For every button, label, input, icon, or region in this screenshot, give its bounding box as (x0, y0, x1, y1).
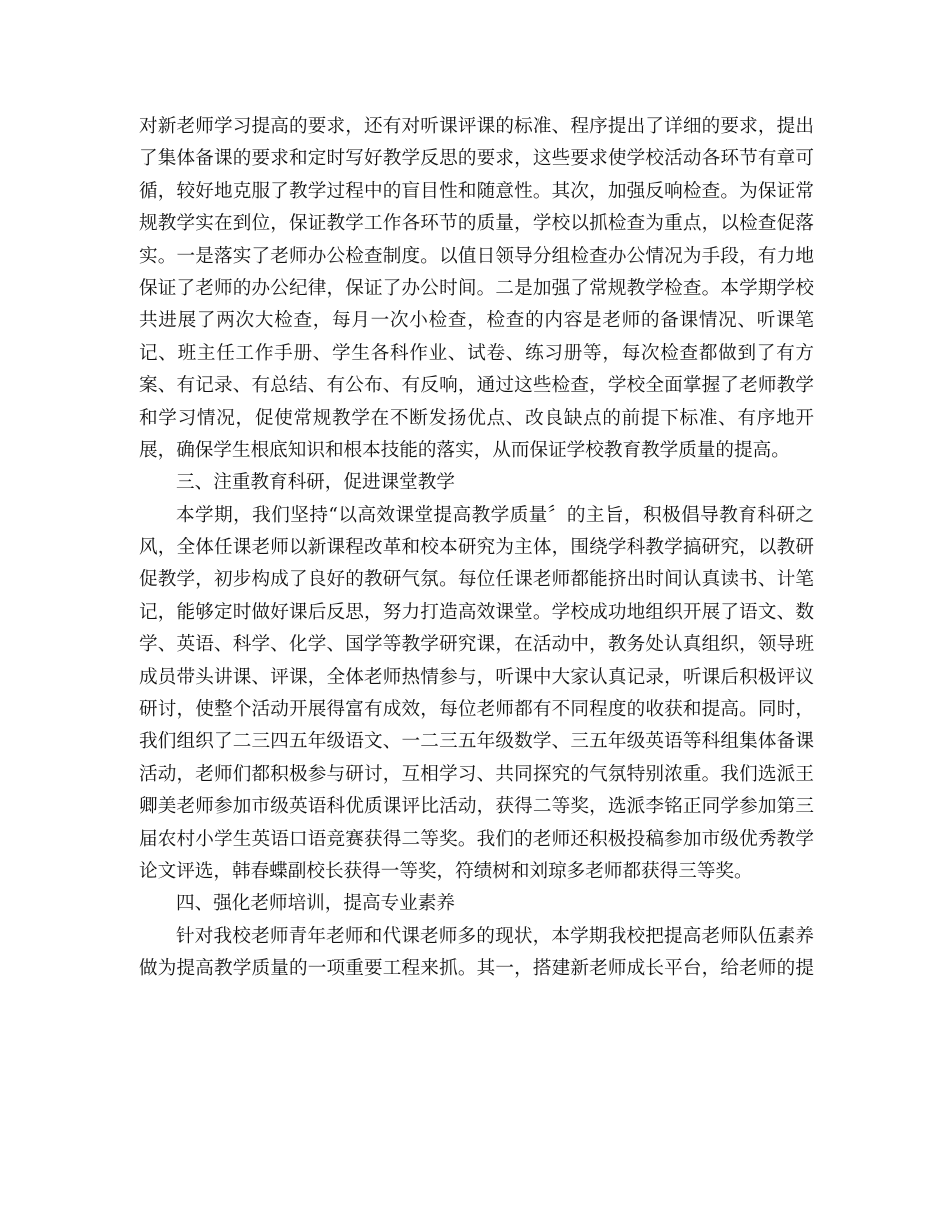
text-line: 实。一是落实了老师办公检查制度。以值日领导分组检查办公情况为手段，有力地 (139, 245, 814, 267)
document-body (139, 111, 814, 986)
text-line: 我们组织了二三四五年级语文、一二三五年级数学、三五年级英语等科组集体备课 (139, 731, 814, 753)
text-line: 了集体备课的要求和定时写好教学反思的要求，这些要求使学校活动各环节有章可 (139, 148, 814, 170)
text-line: 论文评选，韩春蝶副校长获得一等奖，符绩树和刘琼多老师都获得三等奖。 (139, 860, 753, 882)
text-line: 共进展了两次大检查，每月一次小检查，检查的内容是老师的备课情况、听课笔 (139, 310, 814, 332)
text-line: 展，确保学生根底知识和根本技能的落实，从而保证学校教育教学质量的提高。 (139, 439, 790, 461)
text-line: 针对我校老师青年老师和代课老师多的现状，本学期我校把提高老师队伍素养 (176, 925, 814, 947)
text-line: 研讨，使整个活动开展得富有成效，每位老师都有不同程度的收获和提高。同时， (139, 699, 814, 721)
text-line: 促教学，初步构成了良好的教研气氛。每位任课老师都能挤出时间认真读书、计笔 (139, 569, 814, 591)
text-line: 卿美老师参加市级英语科优质课评比活动，获得二等奖，选派李铭正同学参加第三 (139, 796, 814, 818)
text-line: 活动，老师们都积极参与研讨，互相学习、共同探究的气氛特别浓重。我们选派王 (139, 763, 814, 785)
text-line: 案、有记录、有总结、有公布、有反响，通过这些检查，学校全面掌握了老师教学 (139, 375, 814, 397)
text-line: 对新老师学习提高的要求，还有对听课评课的标准、程序提出了详细的要求，提出 (139, 116, 814, 137)
text-line: 风，全体任课老师以新课程改革和校本研究为主体，围绕学科教学搞研究，以教研 (139, 537, 814, 559)
text-line: 三、注重教育科研，促进课堂教学 (176, 472, 455, 494)
text-line: 记，能够定时做好课后反思，努力打造高效课堂。学校成功地组织开展了语文、数 (139, 601, 814, 623)
text-line: 循，较好地克服了教学过程中的盲目性和随意性。其次，加强反响检查。为保证常 (139, 180, 814, 202)
text-line: 四、强化老师培训，提高专业素养 (176, 893, 455, 915)
text-line: 本学期，我们坚持“以高效课堂提高教学质量〞的主旨，积极倡导教育科研之 (176, 504, 814, 526)
text-line: 规教学实在到位，保证教学工作各环节的质量，学校以抓检查为重点，以检查促落 (139, 213, 814, 235)
text-line: 届农村小学生英语口语竞赛获得二等奖。我们的老师还积极投稿参加市级优秀教学 (139, 828, 814, 850)
text-line: 记、班主任工作手册、学生各科作业、试卷、练习册等，每次检查都做到了有方 (139, 342, 814, 364)
text-line: 成员带头讲课、评课，全体老师热情参与，听课中大家认真记录，听课后积极评议 (139, 666, 814, 688)
text-line: 保证了老师的办公纪律，保证了办公时间。二是加强了常规教学检查。本学期学校 (139, 277, 814, 299)
text-line: 和学习情况，促使常规教学在不断发扬优点、改良缺点的前提下标准、有序地开 (139, 407, 814, 429)
text-line: 学、英语、科学、化学、国学等教学研究课，在活动中，教务处认真组织，领导班 (139, 634, 814, 656)
text-line: 做为提高教学质量的一项重要工程来抓。其一，搭建新老师成长平台，给老师的提 (139, 958, 814, 980)
